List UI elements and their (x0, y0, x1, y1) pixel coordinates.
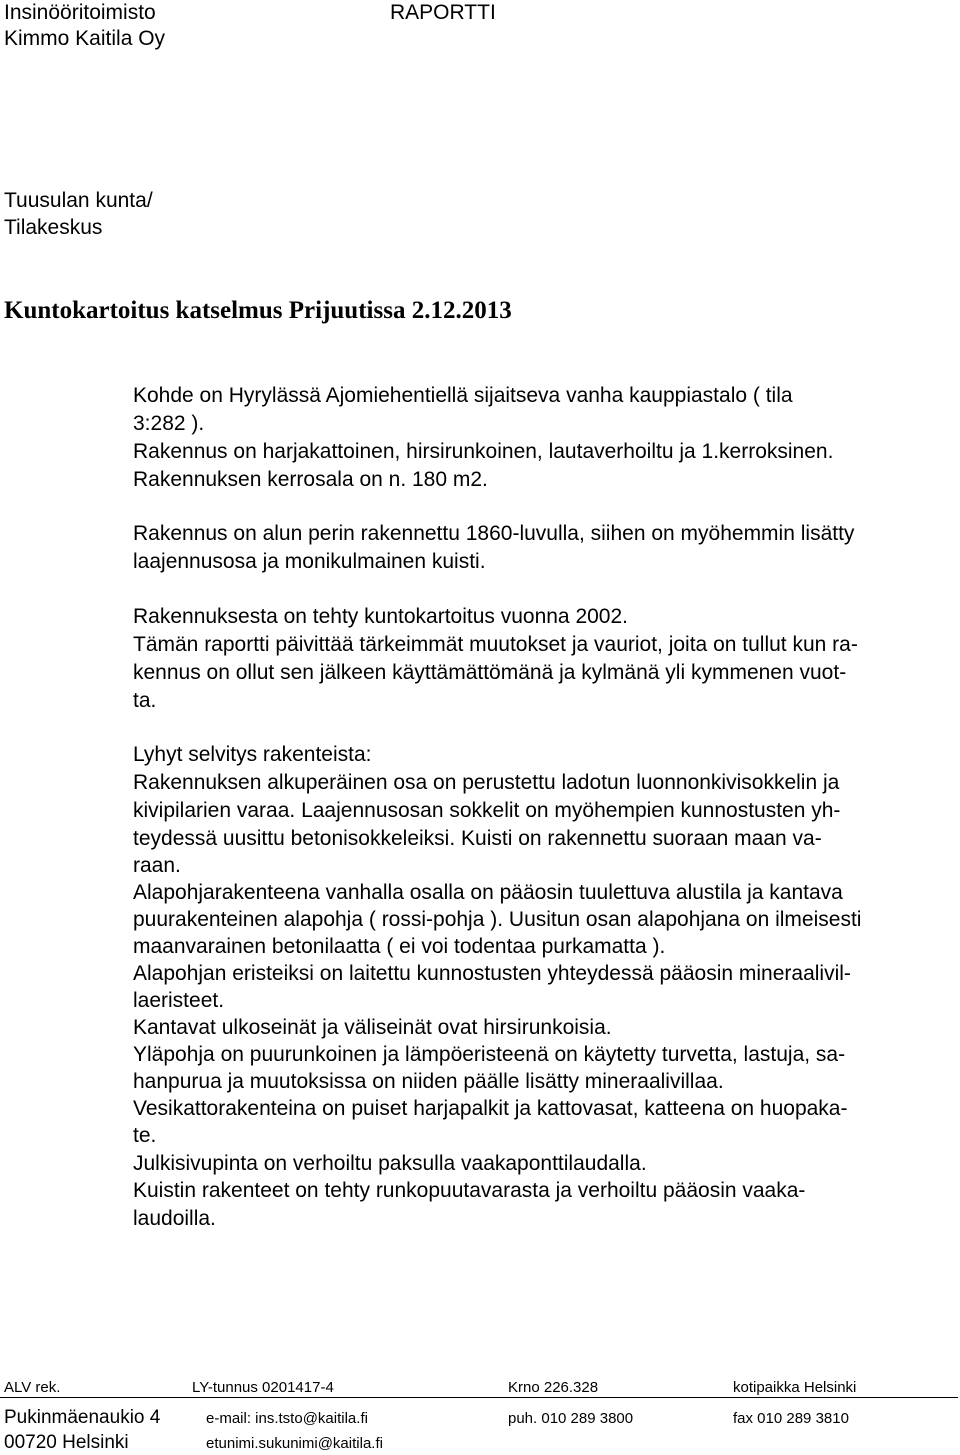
recipient-line1: Tuusulan kunta/ (4, 189, 153, 212)
footer-krno: Krno 226.328 (508, 1379, 599, 1396)
document-title: Kuntokartoitus katselmus Prijuutissa 2.12.2013 (4, 297, 512, 324)
body-line: laajennusosa ja monikulmainen kuisti. (133, 550, 486, 573)
body-line: Kohde on Hyrylässä Ajomiehentiellä sijaitseva vanha kauppiastalo ( tila (133, 384, 793, 407)
report-label: RAPORTTI (390, 1, 496, 24)
body-line: ta. (133, 689, 157, 712)
body-line: laudoilla. (133, 1207, 216, 1230)
body-line: teydessä uusittu betonisokkeleiksi. Kuisti on rakennettu suoraan maan va- (133, 827, 822, 850)
footer-alv: ALV rek. (4, 1379, 61, 1396)
footer-street: Pukinmäenaukio 4 (4, 1407, 161, 1428)
body-line: Tämän raportti päivittää tärkeimmät muutokset ja vauriot, joita on tullut kun ra- (133, 633, 858, 656)
body-line: Rakennuksen alkuperäinen osa on perustettu ladotun luonnonkivisokkelin ja (133, 771, 840, 794)
body-line: raan. (133, 854, 181, 877)
body-line: te. (133, 1124, 157, 1147)
footer-email-general: e-mail: ins.tsto@kaitila.fi (206, 1410, 368, 1427)
body-line: Alapohjarakenteena vanhalla osalla on pääosin tuulettuva alustila ja kantava (133, 881, 843, 904)
body-line: Rakennus on alun perin rakennettu 1860-luvulla, siihen on myöhemmin lisätty (133, 522, 855, 545)
company-name-line1: Insinööritoimisto (4, 1, 156, 24)
company-name-line2: Kimmo Kaitila Oy (4, 27, 166, 50)
body-line: 3:282 ). (133, 412, 205, 435)
body-line: laeristeet. (133, 989, 225, 1012)
body-line: Rakennus on harjakattoinen, hirsirunkoinen, lautaverhoiltu ja 1.kerroksinen. (133, 440, 834, 463)
footer-divider (0, 1397, 958, 1398)
footer-postal: 00720 Helsinki (4, 1432, 129, 1453)
body-line: Rakennuksen kerrosala on n. 180 m2. (133, 468, 488, 491)
body-line: kennus on ollut sen jälkeen käyttämättömänä ja kylmänä yli kymmenen vuot- (133, 661, 847, 684)
body-line: Kantavat ulkoseinät ja väliseinät ovat hirsirunkoisia. (133, 1016, 612, 1039)
footer-kotipaikka: kotipaikka Helsinki (733, 1379, 857, 1396)
body-line: maanvarainen betonilaatta ( ei voi todentaa purkamatta ). (133, 935, 666, 958)
body-line: Julkisivupinta on verhoiltu paksulla vaakaponttilaudalla. (133, 1152, 647, 1175)
footer-ly-tunnus: LY-tunnus 0201417-4 (192, 1379, 334, 1396)
body-line: Alapohjan eristeiksi on laitettu kunnostusten yhteydessä pääosin mineraalivil- (133, 962, 851, 985)
footer-email-personal: etunimi.sukunimi@kaitila.fi (206, 1435, 383, 1452)
body-line: Yläpohja on puurunkoinen ja lämpöeristeenä on käytetty turvetta, lastuja, sa- (133, 1043, 846, 1066)
body-line: Vesikattorakenteina on puiset harjapalkit ja kattovasat, katteena on huopaka- (133, 1097, 848, 1120)
body-line: Rakennuksesta on tehty kuntokartoitus vuonna 2002. (133, 605, 628, 628)
body-line: puurakenteinen alapohja ( rossi-pohja ). Uusitun osan alapohjana on ilmeisesti (133, 908, 862, 931)
body-line: kivipilarien varaa. Laajennusosan sokkelit on myöhempien kunnostusten yh- (133, 799, 841, 822)
recipient-line2: Tilakeskus (4, 216, 103, 239)
footer-phone: puh. 010 289 3800 (508, 1410, 634, 1427)
body-line: Kuistin rakenteet on tehty runkopuutavarasta ja verhoiltu pääosin vaaka- (133, 1179, 806, 1202)
body-line: Lyhyt selvitys rakenteista: (133, 743, 372, 766)
footer-fax: fax 010 289 3810 (733, 1410, 849, 1427)
body-line: hanpurua ja muutoksissa on niiden päälle lisätty mineraalivillaa. (133, 1070, 724, 1093)
